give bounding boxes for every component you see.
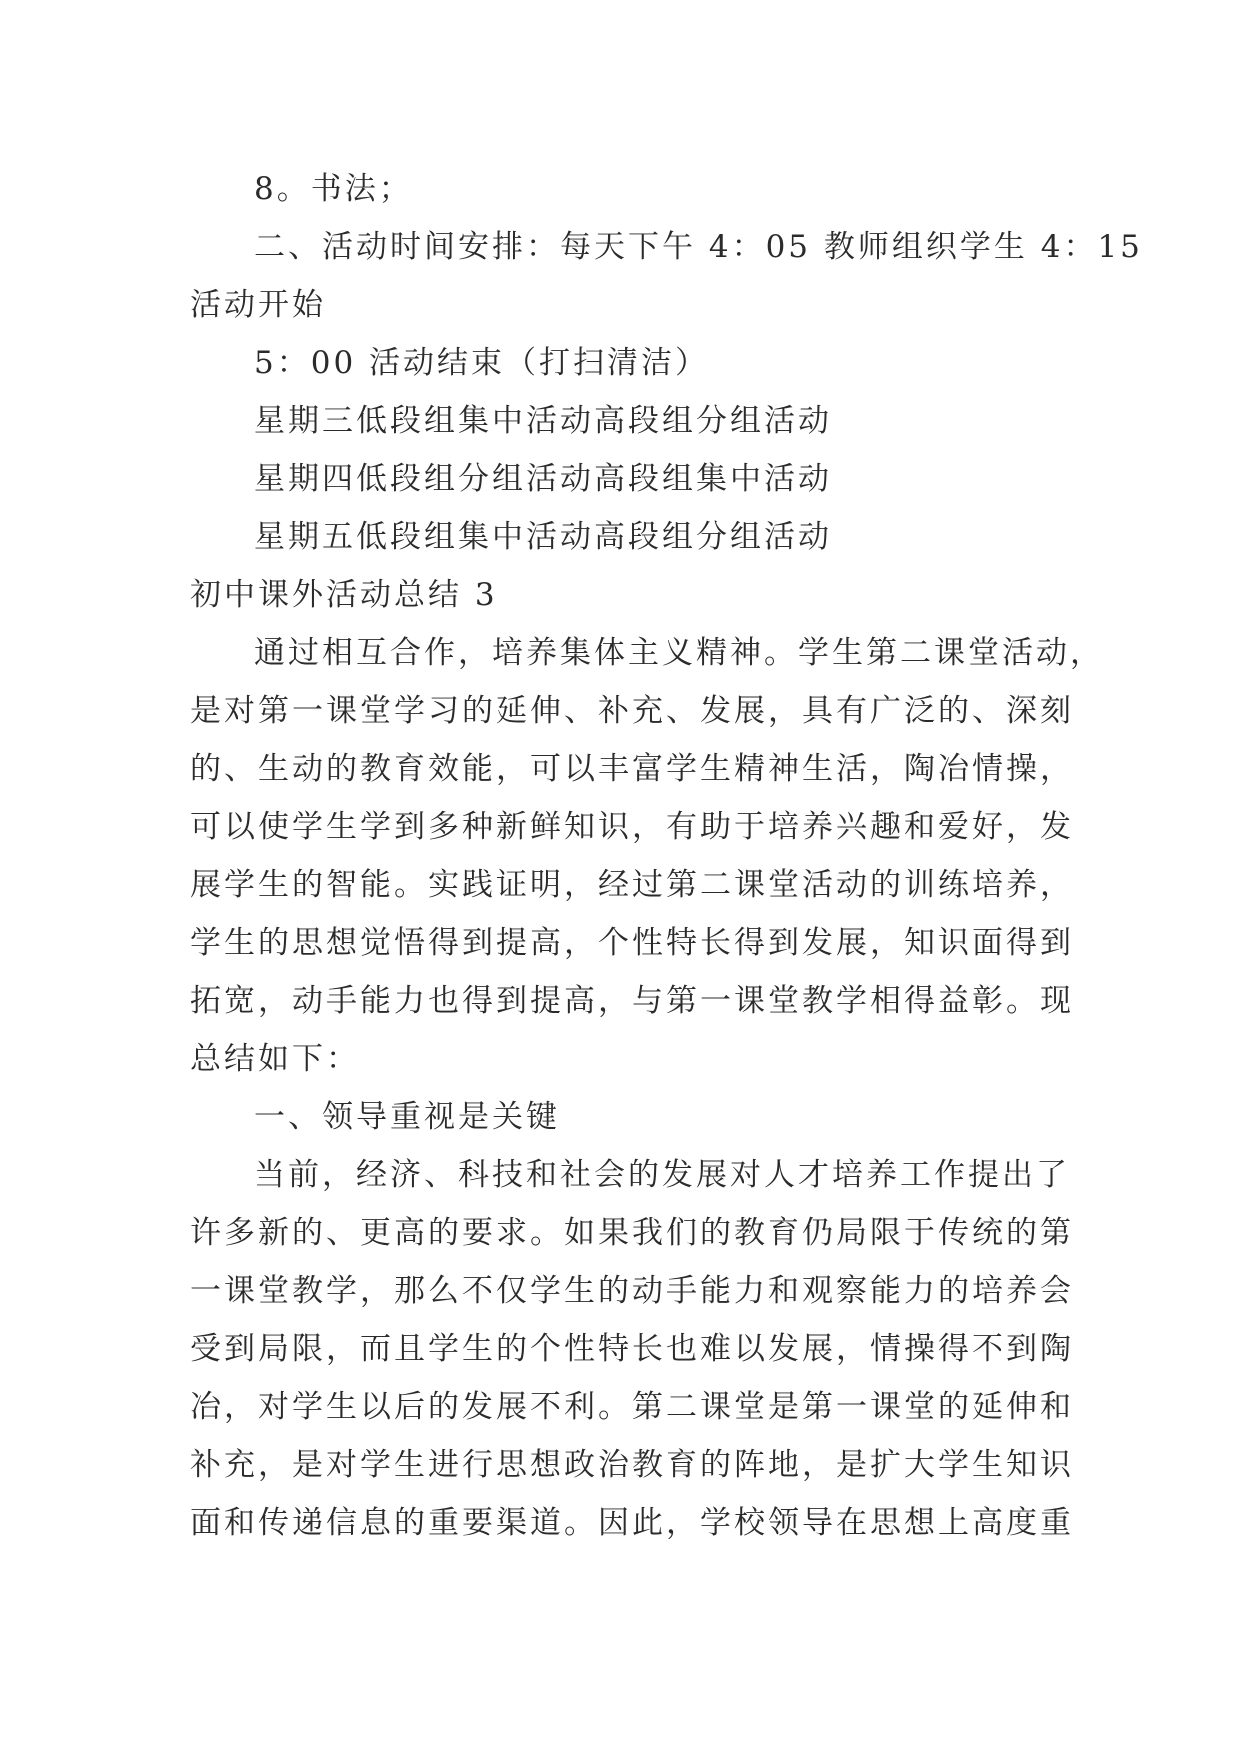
- section-heading-leadership: 一、领导重视是关键: [254, 1099, 560, 1135]
- paragraph-line: 是对第一课堂学习的延伸、补充、发展，具有广泛的、深刻: [190, 693, 1074, 729]
- paragraph-line: 活动开始: [190, 287, 326, 323]
- paragraph-line: 展学生的智能。实践证明，经过第二课堂活动的训练培养，: [190, 867, 1074, 903]
- paragraph-line: 可以使学生学到多种新鲜知识，有助于培养兴趣和爱好，发: [190, 809, 1074, 845]
- paragraph-line: 许多新的、更高的要求。如果我们的教育仍局限于传统的第: [190, 1215, 1074, 1251]
- paragraph-line: 学生的思想觉悟得到提高，个性特长得到发展，知识面得到: [190, 925, 1074, 961]
- paragraph-line: 总结如下：: [190, 1041, 360, 1077]
- schedule-end-line: 5：00 活动结束（打扫清洁）: [254, 345, 710, 381]
- list-item-calligraphy: 8。书法；: [254, 171, 413, 207]
- section-heading-schedule: 二、活动时间安排：每天下午 4：05 教师组织学生 4：15: [254, 229, 1143, 265]
- paragraph-line: 冶，对学生以后的发展不利。第二课堂是第一课堂的延伸和: [190, 1389, 1074, 1425]
- paragraph-line: 面和传递信息的重要渠道。因此，学校领导在思想上高度重: [190, 1505, 1074, 1541]
- paragraph-line: 补充，是对学生进行思想政治教育的阵地，是扩大学生知识: [190, 1447, 1074, 1483]
- schedule-friday: 星期五低段组集中活动高段组分组活动: [254, 519, 832, 555]
- schedule-thursday: 星期四低段组分组活动高段组集中活动: [254, 461, 832, 497]
- document-title: 初中课外活动总结 3: [190, 577, 498, 613]
- paragraph-line: 受到局限，而且学生的个性特长也难以发展，情操得不到陶: [190, 1331, 1074, 1367]
- paragraph-line: 的、生动的教育效能，可以丰富学生精神生活，陶冶情操，: [190, 751, 1074, 787]
- paragraph-line: 通过相互合作，培养集体主义精神。学生第二课堂活动，: [254, 635, 1104, 671]
- paragraph-line: 拓宽，动手能力也得到提高，与第一课堂教学相得益彰。现: [190, 983, 1074, 1019]
- paragraph-line: 一课堂教学，那么不仅学生的动手能力和观察能力的培养会: [190, 1273, 1074, 1309]
- schedule-wednesday: 星期三低段组集中活动高段组分组活动: [254, 403, 832, 439]
- document-body: [190, 160, 1143, 1552]
- paragraph-line: 当前，经济、科技和社会的发展对人才培养工作提出了: [254, 1157, 1070, 1193]
